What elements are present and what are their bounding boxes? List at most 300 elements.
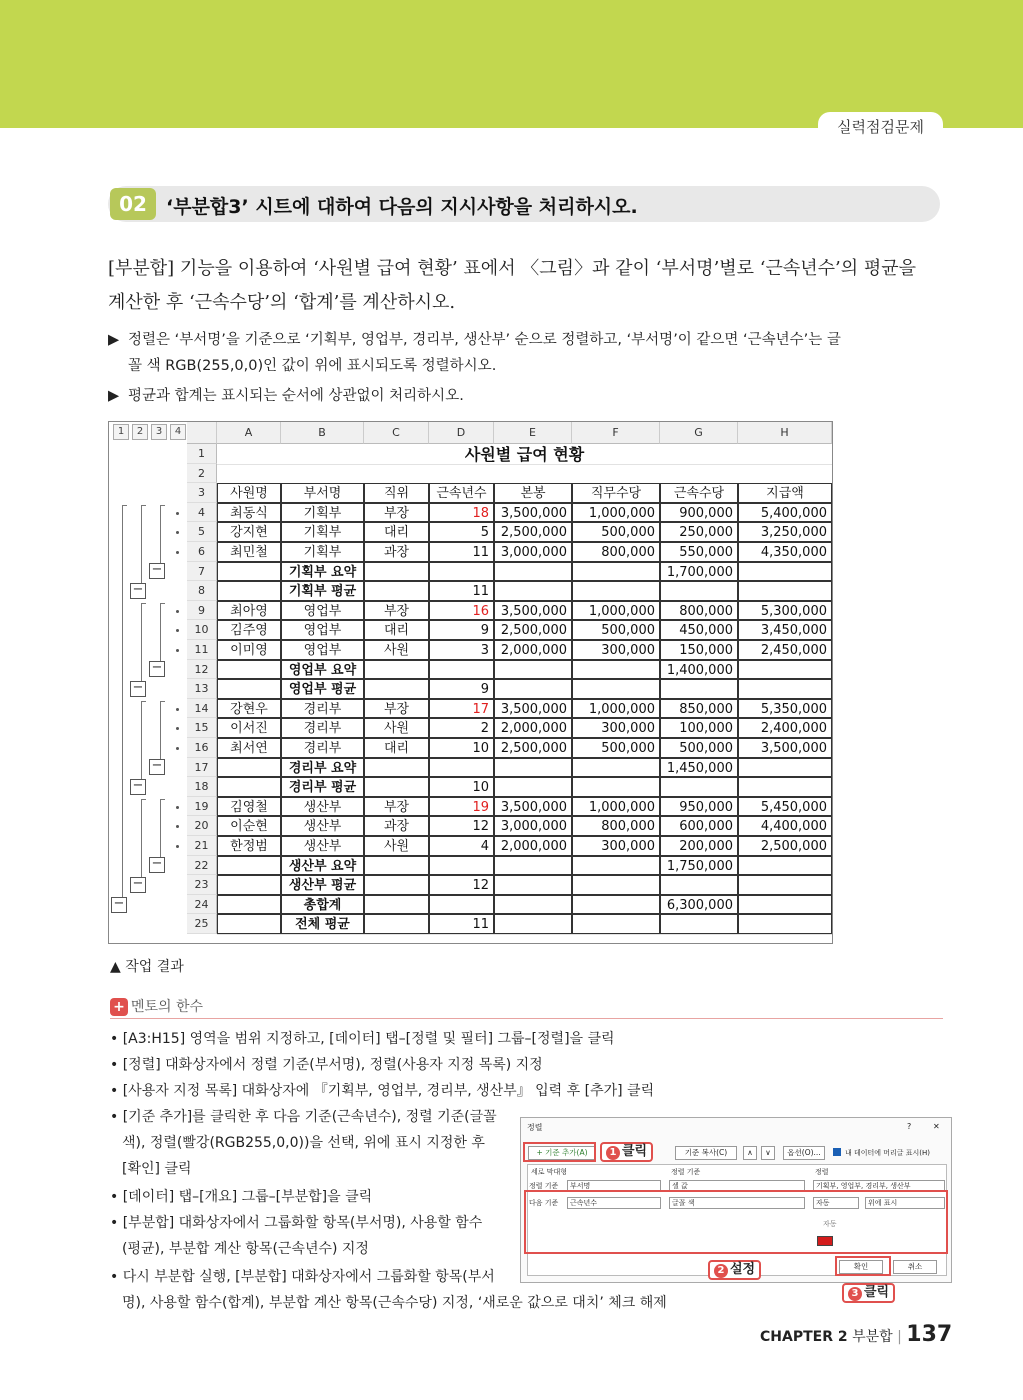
detail-dot xyxy=(176,825,179,828)
mentor-tip: • [정렬] 대화상자에서 정렬 기준(부서명), 정렬(사용자 지정 목록) 지정 xyxy=(110,1057,543,1073)
table-cell: 본봉 xyxy=(494,483,572,503)
table-cell xyxy=(364,679,429,699)
table-cell: 18 xyxy=(429,503,494,523)
column-header[interactable]: C xyxy=(364,422,429,444)
outline-level-button[interactable]: 4 xyxy=(170,424,186,440)
table-cell xyxy=(494,914,572,934)
column-header[interactable]: F xyxy=(572,422,660,444)
table-cell xyxy=(738,660,832,680)
mentor-tip: • [데이터] 탭–[개요] 그룹–[부분합]을 클릭 xyxy=(110,1189,373,1205)
row-header[interactable]: 11 xyxy=(187,640,217,660)
table-cell: 1,000,000 xyxy=(572,503,660,523)
outline-bracket xyxy=(122,505,127,897)
detail-dot xyxy=(176,806,179,809)
table-cell: 2 xyxy=(429,718,494,738)
table-cell: 500,000 xyxy=(660,738,738,758)
spreadsheet-figure xyxy=(108,421,833,944)
row-header[interactable]: 24 xyxy=(187,895,217,915)
table-cell: 1,000,000 xyxy=(572,601,660,621)
table-cell: 1,400,000 xyxy=(660,660,738,680)
table-cell: 2,000,000 xyxy=(494,718,572,738)
collapse-button[interactable]: − xyxy=(130,877,146,893)
table-cell: 5,450,000 xyxy=(738,797,832,817)
row-header[interactable]: 4 xyxy=(187,503,217,523)
table-cell: 경리부 평균 xyxy=(281,777,364,797)
table-cell xyxy=(217,679,281,699)
table-cell xyxy=(429,562,494,582)
move-up-button[interactable]: ∧ xyxy=(743,1146,757,1160)
table-cell xyxy=(494,777,572,797)
table-cell xyxy=(364,660,429,680)
table-cell: 사원명 xyxy=(217,483,281,503)
table-cell xyxy=(572,895,660,915)
detail-dot xyxy=(176,708,179,711)
table-cell xyxy=(494,875,572,895)
row2-color-select[interactable]: 자동 xyxy=(813,1197,859,1209)
table-cell: 영업부 xyxy=(281,620,364,640)
table-cell: 대리 xyxy=(364,738,429,758)
table-cell xyxy=(217,914,281,934)
table-cell xyxy=(572,660,660,680)
add-level-button[interactable]: + 기준 추가(A) xyxy=(528,1146,596,1160)
bullet-marker: ▶ xyxy=(108,388,120,404)
mentor-tip: • [사용자 지정 목록] 대화상자에 『기획부, 영업부, 경리부, 생산부』 입력 후 [추가] 클릭 xyxy=(110,1083,655,1099)
table-cell: 5 xyxy=(429,522,494,542)
table-cell: 최동식 xyxy=(217,503,281,523)
table-cell: 생산부 요약 xyxy=(281,856,364,876)
detail-dot xyxy=(176,610,179,613)
row2-label: 다음 기준 xyxy=(529,1199,559,1207)
table-cell: 사원 xyxy=(364,718,429,738)
table-cell: 대리 xyxy=(364,522,429,542)
outline-bracket xyxy=(160,799,165,858)
table-cell: 12 xyxy=(429,816,494,836)
cancel-button[interactable]: 취소 xyxy=(893,1260,937,1274)
table-cell xyxy=(364,895,429,915)
table-cell xyxy=(572,758,660,778)
table-cell: 부장 xyxy=(364,503,429,523)
move-down-button[interactable]: ∨ xyxy=(761,1146,775,1160)
table-cell: 김주영 xyxy=(217,620,281,640)
table-cell xyxy=(738,856,832,876)
column-header[interactable]: D xyxy=(429,422,494,444)
table-cell: 직위 xyxy=(364,483,429,503)
auto-color-label: 자동 xyxy=(823,1220,837,1228)
column-header[interactable]: B xyxy=(281,422,364,444)
table-cell xyxy=(217,581,281,601)
table-cell xyxy=(494,581,572,601)
instruction-bullet xyxy=(108,327,948,379)
row-header[interactable]: 9 xyxy=(187,601,217,621)
row-header[interactable]: 21 xyxy=(187,836,217,856)
table-cell xyxy=(364,777,429,797)
mentor-tip: 색), 정렬(빨강(RGB255,0,0))을 선택, 위에 표시 지정한 후 xyxy=(122,1135,485,1151)
table-cell: 19 xyxy=(429,797,494,817)
intro-line: 계산한 후 ‘근속수당’의 ‘합계’를 계산하시오. xyxy=(108,292,456,313)
table-cell: 200,000 xyxy=(660,836,738,856)
table-cell: 150,000 xyxy=(660,640,738,660)
chapter-section: 부분합 xyxy=(852,1329,893,1345)
table-cell xyxy=(494,895,572,915)
table-cell: 450,000 xyxy=(660,620,738,640)
table-cell xyxy=(429,660,494,680)
table-cell: 기획부 xyxy=(281,522,364,542)
column-header[interactable]: G xyxy=(660,422,738,444)
table-cell: 생산부 xyxy=(281,797,364,817)
outline-level-button[interactable]: 3 xyxy=(151,424,167,440)
row1-label: 정렬 기준 xyxy=(529,1182,559,1190)
table-cell: 1,450,000 xyxy=(660,758,738,778)
column-header: 세로 막대형 xyxy=(531,1168,568,1176)
table-cell xyxy=(738,562,832,582)
table-cell xyxy=(217,758,281,778)
question-intro xyxy=(108,252,948,320)
collapse-button[interactable]: − xyxy=(149,563,165,579)
table-cell: 지급액 xyxy=(738,483,832,503)
table-cell xyxy=(572,562,660,582)
gridline xyxy=(217,934,832,935)
row-header[interactable]: 18 xyxy=(187,777,217,797)
table-cell: 영업부 xyxy=(281,640,364,660)
table-cell: 600,000 xyxy=(660,816,738,836)
table-cell xyxy=(660,581,738,601)
row-header[interactable]: 23 xyxy=(187,875,217,895)
table-cell: 4,400,000 xyxy=(738,816,832,836)
detail-dot xyxy=(176,845,179,848)
table-cell: 한정범 xyxy=(217,836,281,856)
outline-bracket xyxy=(160,701,165,760)
table-cell: 사원 xyxy=(364,640,429,660)
table-cell: 생산부 xyxy=(281,816,364,836)
table-cell xyxy=(572,777,660,797)
detail-dot xyxy=(176,727,179,730)
row-header[interactable]: 20 xyxy=(187,816,217,836)
row-header[interactable]: 15 xyxy=(187,718,217,738)
table-cell xyxy=(572,914,660,934)
table-cell xyxy=(217,875,281,895)
table-cell: 2,000,000 xyxy=(494,836,572,856)
table-cell: 17 xyxy=(429,699,494,719)
table-cell xyxy=(364,875,429,895)
table-cell xyxy=(660,777,738,797)
table-cell xyxy=(217,895,281,915)
table-cell: 3,500,000 xyxy=(494,699,572,719)
table-cell: 11 xyxy=(429,542,494,562)
table-cell: 9 xyxy=(429,620,494,640)
table-cell: 800,000 xyxy=(660,601,738,621)
table-cell xyxy=(572,875,660,895)
table-cell: 3,500,000 xyxy=(494,503,572,523)
mentor-tip: [확인] 클릭 xyxy=(122,1161,192,1177)
table-cell: 9 xyxy=(429,679,494,699)
sort-on-header: 정렬 기준 xyxy=(671,1168,701,1176)
collapse-button[interactable]: − xyxy=(149,759,165,775)
top-color-band xyxy=(0,0,1023,128)
detail-dot xyxy=(176,649,179,652)
row-header[interactable]: 7 xyxy=(187,562,217,582)
column-header[interactable]: A xyxy=(217,422,281,444)
row-header[interactable]: 1 xyxy=(187,444,217,464)
table-cell xyxy=(364,914,429,934)
mentor-tip: • [기준 추가]를 클릭한 후 다음 기준(근속년수), 정렬 기준(글꼴 xyxy=(110,1109,497,1125)
table-cell: 500,000 xyxy=(572,620,660,640)
row1-sorton-select[interactable]: 셀 값 xyxy=(669,1180,805,1192)
row2-sorton-select[interactable]: 글꼴 색 xyxy=(669,1197,805,1209)
table-cell: 10 xyxy=(429,738,494,758)
table-cell: 사원 xyxy=(364,836,429,856)
table-cell xyxy=(660,679,738,699)
table-cell: 기획부 xyxy=(281,542,364,562)
highlight-level-row xyxy=(524,1190,948,1254)
collapse-button[interactable]: − xyxy=(111,897,127,913)
table-cell xyxy=(364,758,429,778)
mentor-tip: • [A3:H15] 영역을 범위 지정하고, [데이터] 탭–[정렬 및 필터] 그룹–[정렬]을 클릭 xyxy=(110,1031,615,1047)
table-cell xyxy=(217,660,281,680)
table-cell: 4 xyxy=(429,836,494,856)
table-cell: 근속년수 xyxy=(429,483,494,503)
table-cell xyxy=(738,679,832,699)
collapse-button[interactable]: − xyxy=(130,583,146,599)
table-cell: 영업부 평균 xyxy=(281,679,364,699)
detail-dot xyxy=(176,747,179,750)
help-icon[interactable]: ? xyxy=(907,1122,912,1131)
column-header[interactable]: E xyxy=(494,422,572,444)
row2-column-select[interactable]: 근속년수 xyxy=(567,1197,661,1209)
table-cell: 2,500,000 xyxy=(494,738,572,758)
table-cell: 3,450,000 xyxy=(738,620,832,640)
table-cell xyxy=(494,562,572,582)
row-header[interactable]: 3 xyxy=(187,483,217,503)
table-cell: 전체 평균 xyxy=(281,914,364,934)
mentor-title: 멘토의 한수 xyxy=(131,999,204,1015)
instruction-bullet xyxy=(108,383,948,409)
table-cell: 2,450,000 xyxy=(738,640,832,660)
table-cell: 영업부 요약 xyxy=(281,660,364,680)
table-cell: 근속수당 xyxy=(660,483,738,503)
copy-level-button[interactable]: 기준 복사(C) xyxy=(675,1146,737,1160)
table-cell: 2,500,000 xyxy=(494,522,572,542)
divider xyxy=(110,1018,943,1019)
row-header[interactable]: 25 xyxy=(187,914,217,934)
table-cell xyxy=(429,895,494,915)
row-header[interactable]: 16 xyxy=(187,738,217,758)
mentor-tip: (평균), 부분합 계산 항목(근속년수) 지정 xyxy=(122,1241,369,1257)
table-cell: 기획부 요약 xyxy=(281,562,364,582)
table-cell: 800,000 xyxy=(572,816,660,836)
sheet-title: 사원별 급여 현황 xyxy=(464,445,585,464)
row-header[interactable]: 6 xyxy=(187,542,217,562)
mentor-tip: 명), 사용할 함수(합계), 부분합 계산 항목(근속수당) 지정, ‘새로운 값으로 대치’ 체크 해제 xyxy=(122,1295,667,1311)
row1-column-select[interactable]: 부서명 xyxy=(567,1180,661,1192)
detail-dot xyxy=(176,512,179,515)
table-cell: 11 xyxy=(429,914,494,934)
table-cell xyxy=(364,581,429,601)
outline-bracket xyxy=(160,603,165,662)
table-cell: 경리부 xyxy=(281,738,364,758)
table-cell: 1,750,000 xyxy=(660,856,738,876)
table-cell: 3,500,000 xyxy=(738,738,832,758)
options-button[interactable]: 옵션(O)... xyxy=(783,1146,825,1160)
table-cell xyxy=(364,856,429,876)
row-header[interactable]: 13 xyxy=(187,679,217,699)
table-cell: 이미영 xyxy=(217,640,281,660)
callout-1: 1 클릭 xyxy=(600,1142,653,1162)
table-cell xyxy=(494,856,572,876)
table-cell: 영업부 xyxy=(281,601,364,621)
bullet-text: 꼴 색 RGB(255,0,0)인 값이 위에 표시되도록 정렬하시오. xyxy=(128,358,497,374)
table-cell: 기획부 xyxy=(281,503,364,523)
figure-caption: ▲ 작업 결과 xyxy=(110,959,184,975)
page-number: 137 xyxy=(906,1322,953,1347)
row-header[interactable]: 22 xyxy=(187,856,217,876)
bullet-marker: ▶ xyxy=(108,332,120,348)
table-cell: 부장 xyxy=(364,601,429,621)
table-cell: 1,700,000 xyxy=(660,562,738,582)
table-cell: 과장 xyxy=(364,816,429,836)
row1-order-select[interactable]: 기획부, 영업부, 경리부, 생산부 xyxy=(813,1180,945,1192)
table-cell: 생산부 xyxy=(281,836,364,856)
table-cell xyxy=(660,914,738,934)
row-header[interactable]: 2 xyxy=(187,464,217,484)
bullet-text: 평균과 합계는 표시되는 순서에 상관없이 처리하시오. xyxy=(128,388,464,404)
table-cell: 900,000 xyxy=(660,503,738,523)
detail-dot xyxy=(176,551,179,554)
mentor-heading xyxy=(110,996,203,1016)
detail-dot xyxy=(176,531,179,534)
table-cell: 3,000,000 xyxy=(494,816,572,836)
table-cell: 12 xyxy=(429,875,494,895)
table-cell xyxy=(494,679,572,699)
row-header[interactable]: 8 xyxy=(187,581,217,601)
callout-3: 3 클릭 xyxy=(842,1283,895,1303)
table-cell xyxy=(738,875,832,895)
callout-2: 2 설정 xyxy=(708,1260,761,1280)
row-header[interactable]: 17 xyxy=(187,758,217,778)
table-cell: 경리부 xyxy=(281,718,364,738)
mentor-tip: • [부분합] 대화상자에서 그룹화할 항목(부서명), 사용할 함수 xyxy=(110,1215,483,1231)
collapse-button[interactable]: − xyxy=(149,857,165,873)
table-cell: 2,400,000 xyxy=(738,718,832,738)
row-header[interactable]: 19 xyxy=(187,797,217,817)
table-cell: 2,500,000 xyxy=(494,620,572,640)
question-title: ‘부분합3’ 시트에 대하여 다음의 지시사항을 처리하시오. xyxy=(166,196,638,218)
table-cell: 1,000,000 xyxy=(572,699,660,719)
table-cell: 총합계 xyxy=(281,895,364,915)
table-cell xyxy=(217,562,281,582)
bullet-text: 정렬은 ‘부서명’을 기준으로 ‘기획부, 영업부, 경리부, 생산부’ 순으로 정렬하고, ‘부서명’이 같으면 ‘근속년수’는 글 xyxy=(128,332,841,348)
row2-position-select[interactable]: 위에 표시 xyxy=(865,1197,945,1209)
intro-line: [부분합] 기능을 이용하여 ‘사원별 급여 현황’ 표에서 〈그림〉과 같이 ‘부서명’별로 ‘근속년수’의 평균을 xyxy=(108,258,917,279)
table-cell: 550,000 xyxy=(660,542,738,562)
table-cell xyxy=(429,758,494,778)
highlight-add-level xyxy=(523,1142,596,1162)
table-cell: 최아영 xyxy=(217,601,281,621)
table-cell: 3,000,000 xyxy=(494,542,572,562)
outline-bracket xyxy=(141,701,146,779)
table-cell xyxy=(572,856,660,876)
table-cell: 11 xyxy=(429,581,494,601)
table-cell xyxy=(364,562,429,582)
outline-bracket xyxy=(141,603,146,681)
ok-button[interactable]: 확인 xyxy=(839,1260,883,1274)
table-cell: 5,300,000 xyxy=(738,601,832,621)
question-number: 02 xyxy=(110,188,156,220)
dialog-title: 정렬 xyxy=(527,1123,543,1132)
table-cell: 3,250,000 xyxy=(738,522,832,542)
table-cell: 2,500,000 xyxy=(738,836,832,856)
table-cell: 김영철 xyxy=(217,797,281,817)
table-cell xyxy=(217,856,281,876)
header-check-label: 내 데이터에 머리글 표시(H) xyxy=(845,1149,931,1157)
table-cell: 기획부 평균 xyxy=(281,581,364,601)
mentor-tip: • 다시 부분합 실행, [부분합] 대화상자에서 그룹화할 항목(부서 xyxy=(110,1269,495,1285)
outline-level-button[interactable]: 2 xyxy=(132,424,148,440)
close-icon[interactable]: ✕ xyxy=(933,1122,940,1131)
collapse-button[interactable]: − xyxy=(130,681,146,697)
table-cell: 250,000 xyxy=(660,522,738,542)
table-cell: 3,500,000 xyxy=(494,601,572,621)
table-cell: 800,000 xyxy=(572,542,660,562)
outline-level-button[interactable]: 1 xyxy=(113,424,129,440)
table-cell: 3 xyxy=(429,640,494,660)
table-cell: 직무수당 xyxy=(572,483,660,503)
collapse-button[interactable]: − xyxy=(149,661,165,677)
row-header[interactable]: 14 xyxy=(187,699,217,719)
column-header[interactable]: H xyxy=(738,422,832,444)
table-cell xyxy=(738,777,832,797)
table-cell: 10 xyxy=(429,777,494,797)
row-header[interactable]: 10 xyxy=(187,620,217,640)
table-cell xyxy=(429,856,494,876)
table-cell: 950,000 xyxy=(660,797,738,817)
table-cell: 3,500,000 xyxy=(494,797,572,817)
table-cell: 이서진 xyxy=(217,718,281,738)
row-header[interactable]: 5 xyxy=(187,522,217,542)
detail-dot xyxy=(176,629,179,632)
table-cell: 500,000 xyxy=(572,522,660,542)
plus-icon: + xyxy=(110,998,128,1016)
table-cell xyxy=(738,914,832,934)
outline-bracket xyxy=(141,799,146,877)
table-cell: 과장 xyxy=(364,542,429,562)
table-cell: 300,000 xyxy=(572,836,660,856)
table-cell: 부장 xyxy=(364,797,429,817)
table-cell: 300,000 xyxy=(572,718,660,738)
table-cell: 부서명 xyxy=(281,483,364,503)
table-cell: 경리부 xyxy=(281,699,364,719)
table-cell: 2,000,000 xyxy=(494,640,572,660)
chapter-label: CHAPTER 2 xyxy=(760,1329,848,1345)
table-cell: 대리 xyxy=(364,620,429,640)
table-cell xyxy=(660,875,738,895)
row-header[interactable]: 12 xyxy=(187,660,217,680)
table-cell: 850,000 xyxy=(660,699,738,719)
table-cell: 경리부 요약 xyxy=(281,758,364,778)
header-checkbox[interactable] xyxy=(833,1148,841,1156)
table-cell xyxy=(494,758,572,778)
outline-bracket xyxy=(141,505,146,583)
select-all-corner[interactable] xyxy=(187,422,217,444)
table-cell: 5,350,000 xyxy=(738,699,832,719)
page-footer: CHAPTER 2 부분합 | 137 xyxy=(760,1322,953,1347)
table-cell: 이순현 xyxy=(217,816,281,836)
table-cell xyxy=(738,581,832,601)
table-cell xyxy=(738,758,832,778)
collapse-button[interactable]: − xyxy=(130,779,146,795)
table-cell: 500,000 xyxy=(572,738,660,758)
table-cell xyxy=(738,895,832,915)
table-cell: 부장 xyxy=(364,699,429,719)
